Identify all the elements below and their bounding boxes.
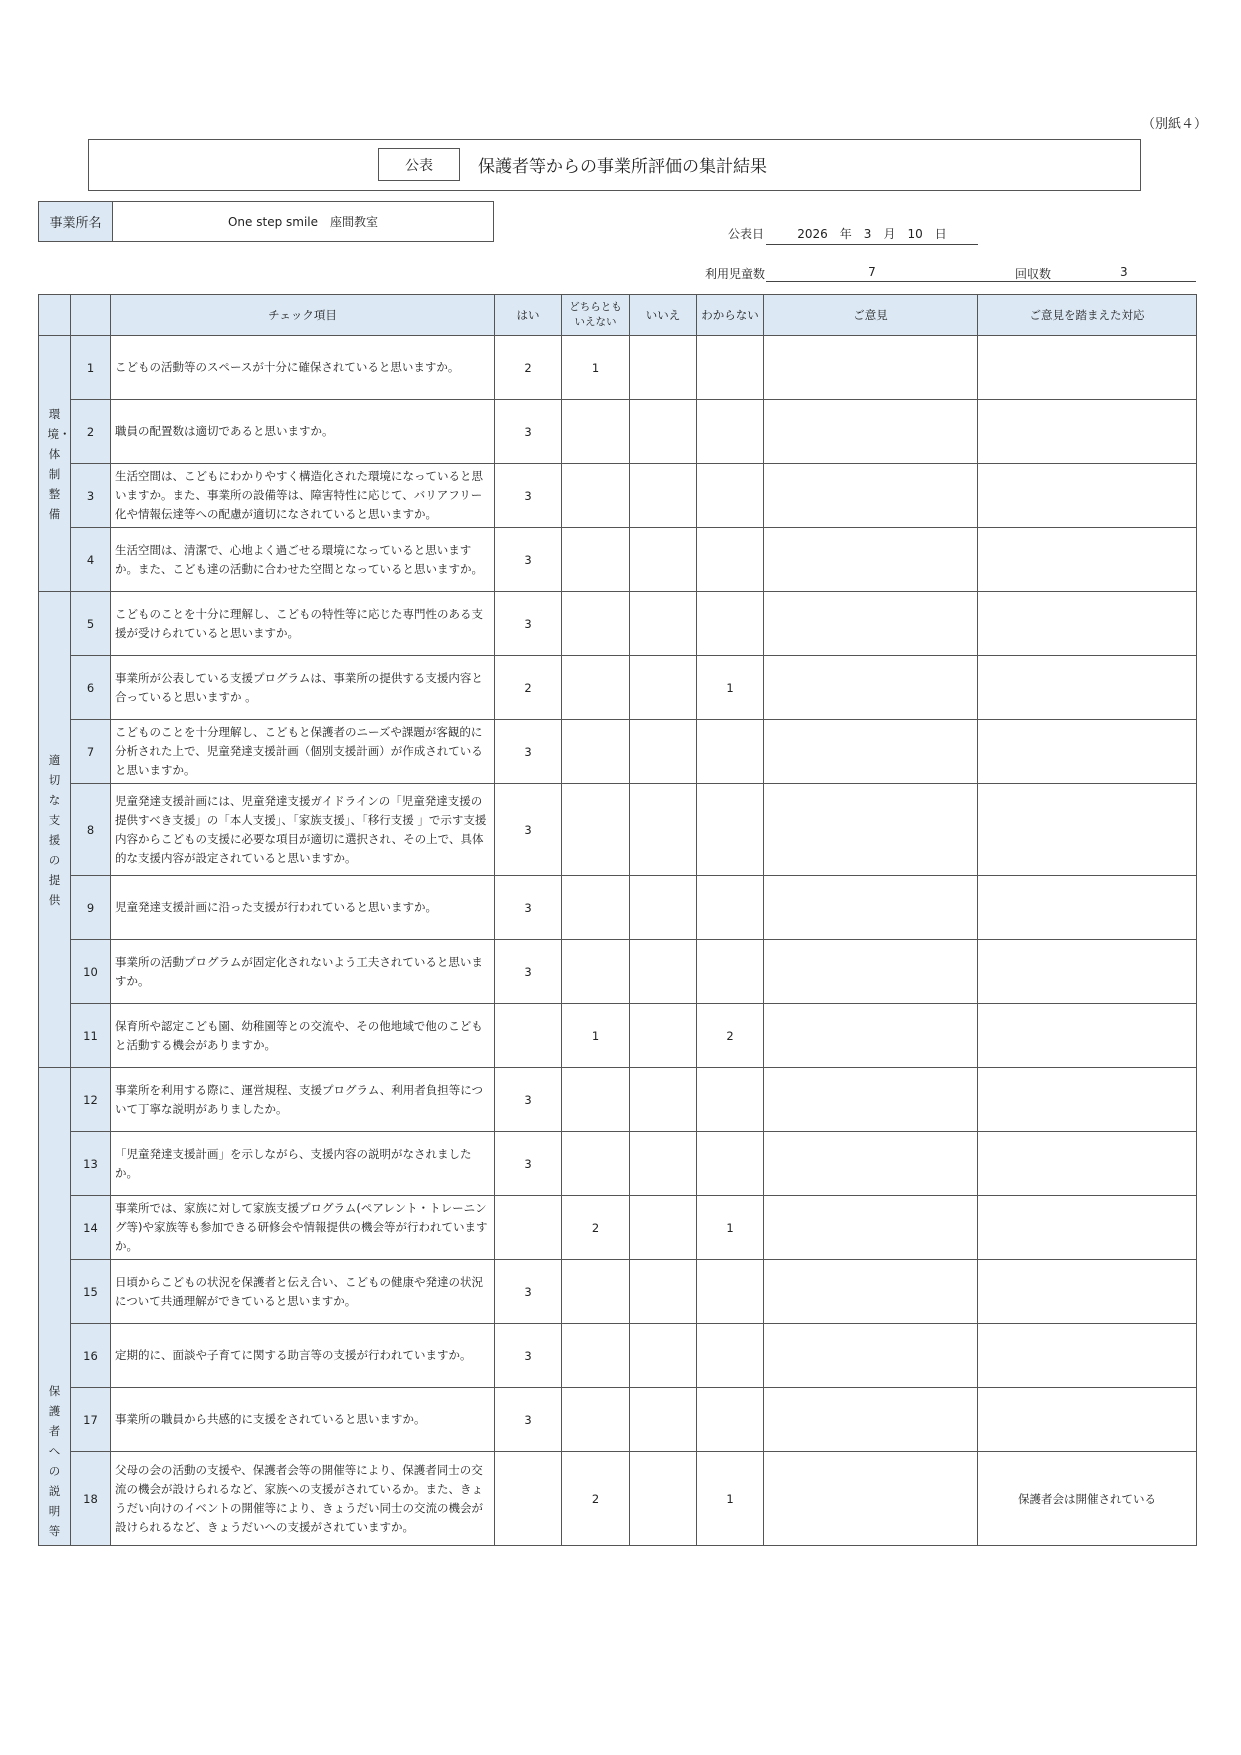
neither-count: 1 [562,1004,630,1068]
no-count [630,464,697,528]
header-row [39,295,1197,336]
yes-count [495,1004,562,1068]
unknown-count [697,720,764,784]
unknown-count [697,940,764,1004]
header-blank [39,295,71,336]
yes-count: 3 [495,940,562,1004]
unknown-count: 1 [697,1452,764,1546]
publish-date: 2026 年 3 月 10 日 [766,225,978,245]
table-row [39,1452,1197,1546]
collected-label: 回収数 [1015,267,1052,281]
unknown-count [697,528,764,592]
neither-count: 2 [562,1196,630,1260]
publish-label: 公表日 [728,227,765,241]
yes-count: 3 [495,1388,562,1452]
page-title: 保護者等からの事業所評価の集計結果 [478,157,767,177]
row-number: 13 [71,1132,111,1196]
opinion-cell [764,1452,978,1546]
opinion-cell [764,464,978,528]
yes-count: 3 [495,1260,562,1324]
opinion-cell [764,592,978,656]
table-row [39,1004,1197,1068]
response-cell [978,1004,1197,1068]
neither-count [562,464,630,528]
neither-count [562,528,630,592]
yes-count: 3 [495,1324,562,1388]
table-row [39,1196,1197,1260]
no-count [630,592,697,656]
yes-count: 3 [495,876,562,940]
row-number: 7 [71,720,111,784]
row-number: 6 [71,656,111,720]
header-no: いいえ [630,295,697,336]
row-number: 3 [71,464,111,528]
no-count [630,940,697,1004]
question-text: 保育所や認定こども園、幼稚園等との交流や、その他地域で他のこどもと活動する機会がありますか。 [111,1004,495,1068]
header-neither: どちらとも いえない [562,295,630,336]
no-count [630,400,697,464]
question-text: 児童発達支援計画に沿った支援が行われていると思いますか。 [111,876,495,940]
response-cell [978,876,1197,940]
no-count [630,876,697,940]
opinion-cell [764,1324,978,1388]
unknown-count [697,592,764,656]
office-label: 事業所名 [39,202,113,241]
response-cell [978,656,1197,720]
question-text: 生活空間は、清潔で、心地よく過ごせる環境になっていると思いますか。また、こども達の活動に合わせた空間となっていると思いますか。 [111,528,495,592]
no-count [630,656,697,720]
yes-count: 3 [495,720,562,784]
office-name: One step smile 座間教室 [227,215,378,229]
unknown-count [697,1068,764,1132]
neither-count [562,876,630,940]
no-count [630,1388,697,1452]
response-cell [978,720,1197,784]
yes-count: 3 [495,1132,562,1196]
yes-count [495,1196,562,1260]
row-number: 9 [71,876,111,940]
question-text: 事業所では、家族に対して家族支援プログラム(ペアレント・トレーニング等)や家族等も参加できる研修会や情報提供の機会等が行われていますか。 [111,1196,495,1260]
table-row [39,720,1197,784]
table-row [39,656,1197,720]
no-count [630,1452,697,1546]
question-text: 事業所の職員から共感的に支援をされていると思いますか。 [111,1388,495,1452]
response-cell [978,1068,1197,1132]
response-cell [978,784,1197,876]
opinion-cell [764,1132,978,1196]
public-badge: 公表 [378,148,460,181]
row-number: 2 [71,400,111,464]
response-cell [978,464,1197,528]
unknown-count: 2 [697,1004,764,1068]
table-row [39,592,1197,656]
response-cell [978,1324,1197,1388]
response-cell [978,1260,1197,1324]
table-row [39,400,1197,464]
question-text: 事業所を利用する際に、運営規程、支援プログラム、利用者負担等について丁寧な説明がありましたか。 [111,1068,495,1132]
neither-count [562,400,630,464]
neither-count [562,940,630,1004]
question-text: 「児童発達支援計画」を示しながら、支援内容の説明がなされましたか。 [111,1132,495,1196]
opinion-cell [764,720,978,784]
neither-count [562,1068,630,1132]
opinion-cell [764,528,978,592]
yes-count: 3 [495,464,562,528]
no-count [630,336,697,400]
category-environment: 環境・体制整備 [39,336,71,592]
question-text: 事業所が公表している支援プログラムは、事業所の提供する支援内容と合っていると思いますか 。 [111,656,495,720]
opinion-cell [764,400,978,464]
row-number: 11 [71,1004,111,1068]
no-count [630,1132,697,1196]
neither-count [562,1260,630,1324]
opinion-cell [764,940,978,1004]
row-number: 5 [71,592,111,656]
neither-count [562,1132,630,1196]
no-count [630,1004,697,1068]
table-row [39,1068,1197,1132]
question-text: こどもの活動等のスペースが十分に確保されていると思いますか。 [111,336,495,400]
unknown-count [697,1132,764,1196]
no-count [630,720,697,784]
yes-count: 3 [495,400,562,464]
table-row [39,876,1197,940]
neither-count: 1 [562,336,630,400]
neither-count [562,656,630,720]
unknown-count [697,784,764,876]
yes-count: 2 [495,336,562,400]
unknown-count: 1 [697,1196,764,1260]
no-count [630,1260,697,1324]
office-box [38,201,494,242]
table-row [39,1388,1197,1452]
response-cell [978,400,1197,464]
no-count [630,1324,697,1388]
neither-count [562,720,630,784]
opinion-cell [764,1004,978,1068]
collected-underline [978,265,1196,282]
question-text: 父母の会の活動の支援や、保護者会等の開催等により、保護者同士の交流の機会が設けられるなど、家族への支援がされているか。また、きょうだい向けのイベントの開催等により、きょうだい同士の交流の機会が設けられるなど、きょうだいへの支援がされていますか。 [111,1452,495,1546]
annex-label: （別紙４） [1142,117,1208,132]
table-row [39,528,1197,592]
opinion-cell [764,1068,978,1132]
response-cell [978,592,1197,656]
neither-count [562,592,630,656]
question-text: 定期的に、面談や子育てに関する助言等の支援が行われていますか。 [111,1324,495,1388]
unknown-count [697,876,764,940]
evaluation-table [38,294,1197,1546]
no-count [630,784,697,876]
response-cell: 保護者会は開催されている [978,1452,1197,1546]
unknown-count [697,1324,764,1388]
row-number: 16 [71,1324,111,1388]
response-cell [978,1132,1197,1196]
question-text: こどものことを十分に理解し、こどもの特性等に応じた専門性のある支援が受けられていると思いますか。 [111,592,495,656]
question-text: 児童発達支援計画には、児童発達支援ガイドラインの「児童発達支援の提供すべき支援」の「本人支援」、「家族支援」、「移行支援 」で示す支援内容からこどもの支援に必要な項目が適切に選択され、その上で、具体的な支援内容が設定されていると思いますか。 [111,784,495,876]
table-row [39,1324,1197,1388]
table-row [39,1132,1197,1196]
opinion-cell [764,1388,978,1452]
question-text: 事業所の活動プログラムが固定化されないよう工夫されていると思いますか。 [111,940,495,1004]
unknown-count: 1 [697,656,764,720]
response-cell [978,528,1197,592]
opinion-cell [764,1260,978,1324]
no-count [630,528,697,592]
unknown-count [697,1388,764,1452]
response-cell [978,336,1197,400]
users-value: 7 [766,265,978,282]
table-row [39,464,1197,528]
yes-count: 3 [495,784,562,876]
header-opinion: ご意見 [764,295,978,336]
no-count [630,1196,697,1260]
header-yes: はい [495,295,562,336]
question-text: こどものことを十分理解し、こどもと保護者のニーズや課題が客観的に分析された上で、児童発達支援計画（個別支援計画）が作成されていると思いますか。 [111,720,495,784]
response-cell [978,1388,1197,1452]
header-unknown: わからない [697,295,764,336]
header-blank-no [71,295,111,336]
neither-count [562,1324,630,1388]
row-number: 1 [71,336,111,400]
table-row [39,784,1197,876]
question-text: 職員の配置数は適切であると思いますか。 [111,400,495,464]
yes-count: 3 [495,1068,562,1132]
question-text: 日頃からこどもの状況を保護者と伝え合い、こどもの健康や発達の状況について共通理解ができていると思いますか。 [111,1260,495,1324]
neither-count [562,784,630,876]
category-support: 適切な支援の提供 [39,592,71,1068]
opinion-cell [764,1196,978,1260]
unknown-count [697,1260,764,1324]
opinion-cell [764,336,978,400]
yes-count: 3 [495,528,562,592]
table-row [39,336,1197,400]
unknown-count [697,400,764,464]
no-count [630,1068,697,1132]
opinion-cell [764,876,978,940]
row-number: 17 [71,1388,111,1452]
row-number: 12 [71,1068,111,1132]
yes-count: 3 [495,592,562,656]
row-number: 18 [71,1452,111,1546]
category-explanation: 保護者への説明等 [39,1068,71,1546]
header-response: ご意見を踏まえた対応 [978,295,1197,336]
response-cell [978,940,1197,1004]
yes-count [495,1452,562,1546]
row-number: 10 [71,940,111,1004]
table-row [39,940,1197,1004]
opinion-cell [764,656,978,720]
unknown-count [697,464,764,528]
row-number: 8 [71,784,111,876]
row-number: 15 [71,1260,111,1324]
users-label: 利用児童数 [705,267,766,281]
opinion-cell [764,784,978,876]
header-check-item: チェック項目 [111,295,495,336]
row-number: 14 [71,1196,111,1260]
response-cell [978,1196,1197,1260]
row-number: 4 [71,528,111,592]
question-text: 生活空間は、こどもにわかりやすく構造化された環境になっていると思いますか。また、事業所の設備等は、障害特性に応じて、バリアフリー化や情報伝達等への配慮が適切になされていると思いますか。 [111,464,495,528]
unknown-count [697,336,764,400]
neither-count: 2 [562,1452,630,1546]
yes-count: 2 [495,656,562,720]
collected-value: 3 [1120,265,1128,279]
table-row [39,1260,1197,1324]
neither-count [562,1388,630,1452]
